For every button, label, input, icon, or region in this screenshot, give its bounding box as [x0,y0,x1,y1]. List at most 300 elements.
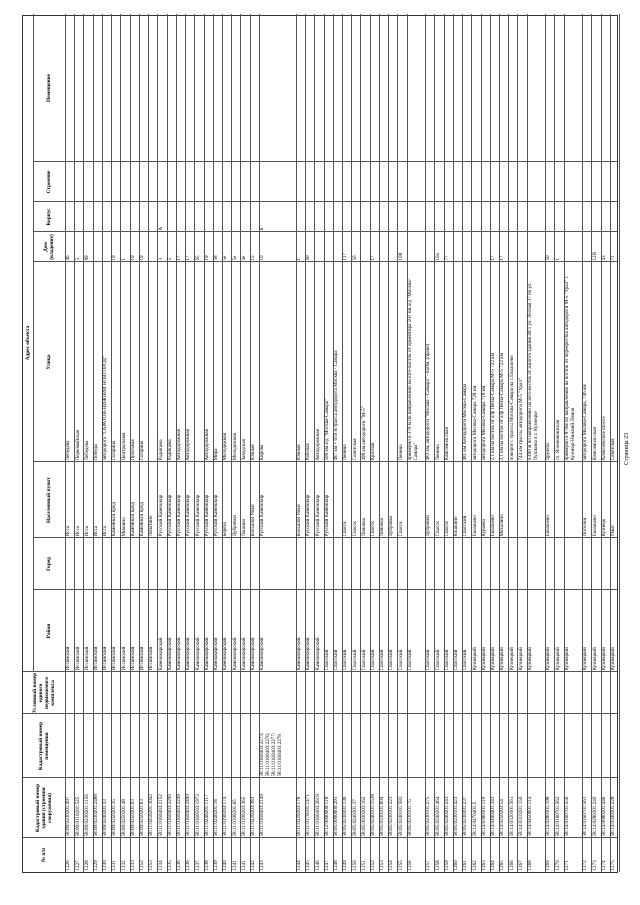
cell-row-number: 1233 [129,860,136,871]
cell-street: Автодорожная [203,429,210,461]
cell-house-number [564,234,582,261]
cell-locality: Липовка [379,517,386,537]
cell-cadastre-number: 58:11:0250201:3042 [148,794,155,837]
cell-street: автодорога Москва-Самара 718 км [480,385,487,461]
cell-house-number: 19 [111,255,118,261]
cell-cadastre-number: 58:11:0170501:1471 [305,794,312,837]
cell-street: Первомайская [74,429,81,461]
cell-cadastre-number: 58:14:0380301:110 [480,796,487,837]
cell-room-cadastre [250,716,259,777]
cell-house-number: 50 [545,255,552,261]
cell-room-cadastre [361,716,370,777]
cell-district: Иссинский [93,646,99,671]
cell-cadastre-number: 58:11:0220203:383 [249,796,256,837]
cell-row-number: 1241 [231,860,238,871]
cell-room-cadastre [333,716,342,777]
cell-district: Спасский [333,649,340,671]
cell-house-number: 5 [74,257,81,261]
cell-row-number: 1244 [296,860,303,871]
cell-district: Камешкирский [231,637,238,671]
cell-street: 483 км, автодороги "Москва - Самара" - 650м. (право) [425,343,432,461]
cell-district: Камешкирский [259,637,266,671]
cell-house-number: 5 [166,257,173,261]
cell-district: Кузнецкий [600,647,607,671]
cell-row-number: 1267 [517,860,524,871]
cell-room-cadastre [93,716,102,777]
cell-locality: Большой Умыс [296,503,303,537]
cell-korpus [462,204,471,231]
cell-locality: Исса [102,525,109,537]
cell-district: Спасский [406,649,413,671]
cell-room-cadastre [185,716,194,777]
cell-room-cadastre [305,716,314,777]
cell-cadastre-number: 58:14:0160701:556 [563,796,570,837]
cell-locality: Русский Камешкир [185,494,192,537]
cell-locality: Русский Камешкир [157,494,164,537]
cell-korpus [176,204,185,231]
cell-street: Автодорожная [176,429,183,461]
cell-room-cadastre [204,716,213,777]
cell-street: 2,1 км на восток от а/ф Пенза-Самара М-5 722 км [490,353,497,461]
cell-row-number: 1251 [360,860,367,871]
cell-cadastre-number: 58:05:0000000:291 [333,796,340,837]
cell-house-number [324,234,333,261]
cell-house-number [453,234,462,261]
cell-room-cadastre [370,716,379,777]
cell-room-cadastre [167,716,176,777]
cell-korpus [111,204,120,231]
cell-district: Спасский [462,649,469,671]
cell-cadastre-number: 58:09:0230201:2488 [93,794,99,837]
cell-korpus [518,204,527,231]
cell-korpus [84,204,93,231]
cell-cadastre-number: 58:09:0250201:63 [139,799,146,837]
header-city: Город [46,557,52,571]
cell-locality: Кузнецк [600,518,607,537]
cell-street: Центральная [120,432,127,461]
cell-district: Иссинский [65,646,72,671]
cell-street: Лебедева [83,440,90,461]
cell-row-number: 1275 [610,860,617,871]
cell-row-number: 1259 [443,860,450,871]
header-cadastre: Кадастровый номер здания (строения сооружения) [35,783,53,833]
cell-house-number: 89 [83,255,90,261]
cell-street: Советская [351,438,358,461]
cell-street: Комсомольская [443,427,450,461]
cell-street: Лебедева [65,440,72,461]
cell-korpus [250,204,259,231]
cell-district: Кузнецкий [563,647,570,671]
cell-locality: Каменный Брод [139,502,146,537]
cell-district: Камешкирский [296,637,303,671]
cell-house-number: 10 [259,255,266,261]
cell-district: Камешкирский [314,637,321,671]
cell-cadastre-number: 58:05:0230101:604 [379,796,386,837]
cell-row-number: 1227 [74,860,81,871]
cell-district: Камешкирский [213,637,220,671]
cell-row-number: 1232 [120,860,127,871]
cell-room-cadastre [481,716,490,777]
cell-locality: Лопатино [148,515,155,537]
cell-district: Спасский [351,649,358,671]
cell-house-number [388,234,397,261]
cell-locality: Спасск [342,521,349,537]
cell-row-number: 1228 [83,860,90,871]
cell-room-cadastre [555,716,564,777]
cell-cadastre-number: 58:05:0240201:243 [443,796,450,837]
cell-korpus [324,204,333,231]
cell-district: Спасский [453,649,460,671]
cell-room-cadastre [139,716,148,777]
cell-district: Иссинский [139,646,146,671]
cell-row-number: 1250 [351,860,358,871]
cell-locality: Кошкино [453,516,460,537]
cell-room-cadastre [324,716,333,777]
cell-district: Камешкирский [222,637,229,671]
cell-room-cadastre [601,716,610,777]
cell-korpus [65,204,74,231]
cell-locality: Большой Умыс [249,503,256,537]
cell-street: в 400 м по направлению на юго-восток от жилого здания 40/1 ул. Лесная 37 по ул. Пушкина в г. Кузнецке [526,282,540,461]
cell-row-number: 1247 [323,860,330,871]
cell-row-number: 1258 [434,860,441,871]
cell-row-number: 1261 [462,860,469,871]
cell-street: Дружбы [545,442,552,461]
cell-house-number: 5е [222,255,229,261]
cell-row-number: 1256 [406,860,413,871]
cell-cadastre-number: 58:09:0110201:525 [74,796,81,837]
cell-house-number: 1 [120,257,127,261]
cell-locality: Каменный Брод [111,502,118,537]
cell-street: Комсомольская [591,427,598,461]
cell-district: Кузнецкий [545,647,552,671]
cell-district: Камешкирский [157,637,164,671]
cell-row-number: 1242 [249,860,256,871]
cell-house-number: 15 [249,255,256,261]
cell-street: 2,1 км на восток от а/ф Пенза-Самара М-5 722 км [499,353,506,461]
cell-row-number: 1236 [176,860,183,871]
cell-cadastre-number: 58:14:0490401:343 [490,796,497,837]
cell-house-number: 17 [185,255,192,261]
cell-street: Проезжая [129,439,136,461]
cell-house-number: 1 [554,257,561,261]
cell-district: Кузнецкий [517,647,524,671]
cell-street: Мира [213,448,220,461]
cell-korpus: А [157,226,164,231]
cell-district: Спасский [434,649,441,671]
cell-street: автодорога Москва-Самара, 746 км [582,384,589,461]
cell-street: Победы [93,443,99,461]
cell-locality: Евлашево [490,515,497,537]
cell-street: Рабочая [305,443,312,461]
cell-street: Автодорожная [314,429,321,461]
cell-cadastre-number: 58:11:0160403:2200 [166,794,173,837]
cell-street [379,264,388,461]
cell-room-cadastre [158,716,167,777]
cell-room-cadastre [342,716,351,777]
cell-room-cadastre [75,716,84,777]
cell-korpus [213,204,222,231]
cell-cadastre-number: 58:11:0160403:2619 [314,794,321,837]
cell-row-number: 1229 [93,860,99,871]
cell-street [388,264,397,461]
cell-cadastre-number: 58:09:0240201:33 [102,799,109,837]
cell-district: Кузнецкий [490,647,497,671]
cell-row-number: 1266 [508,860,515,871]
cell-room-cadastre [490,716,499,777]
cell-korpus [379,204,388,231]
header-korpus: Корпус [46,208,52,226]
cell-korpus [509,204,518,231]
header-room: Помещение [46,74,52,102]
cell-row-number: 1273 [591,860,598,871]
cell-row-number: 1255 [397,860,404,871]
cell-district: Кузнецкий [526,647,533,671]
cell-row-number: 1252 [370,860,376,871]
cell-korpus [185,204,194,231]
cell-street: Молодежная [222,432,229,461]
cell-street: сл. Ялоненкинская [554,419,561,461]
cell-korpus [435,204,444,231]
cell-row-number: 1257 [425,860,432,871]
cell-locality: Исса [74,525,81,537]
cell-locality: Каменный Брод [129,502,136,537]
page-footer: Страница 23 [624,432,630,465]
cell-cadastre-number: 58:14:0340201:228 [610,796,617,837]
cell-district: Камешкирский [203,637,210,671]
cell-cadastre-number: 58:11:0240201:18 [213,799,220,837]
cell-house-number [462,234,471,261]
cell-row-number: 1274 [600,860,607,871]
cell-locality [518,464,527,537]
cell-row-number: 1248 [333,860,340,871]
cell-korpus [352,204,361,231]
cell-street: Ленина [434,444,441,461]
cell-street: Молодежная [231,432,238,461]
cell-street: Радищева [166,439,173,461]
cell-house-number: 12В [591,252,598,261]
cell-house-number: 3 [157,257,164,261]
cell-street: примерно в 870м по направлению на восток от перекрестка автодороги М-5 "Урал" с Кузнецк-Нижний Ломов [563,276,576,461]
cell-district: Камешкирский [185,637,192,671]
cell-room-cadastre [545,716,554,777]
cell-locality: Поселки [582,517,589,537]
cell-korpus [296,204,305,231]
cell-cadastre-number: 58:14:0470401:5 [471,801,478,837]
cell-locality: Спасск [351,521,358,537]
cell-cadastre-number: 58:05:0240101:583 [397,796,404,837]
cell-cadastre-number: 58:14:0080201:446 [600,796,607,837]
cell-house-number [315,234,324,261]
cell-cadastre-number: 58:09:0250201:03 [129,799,136,837]
cell-cadastre-number: 58:05:0240201:464 [434,796,441,837]
cell-korpus [232,204,241,231]
cell-street: Южная [296,444,303,461]
cell-house-number: 19 [203,255,210,261]
cell-house-number: 1 [296,257,303,261]
cell-street: Автодорожная [185,429,192,461]
cell-korpus [148,204,157,231]
cell-room-cadastre [610,716,619,777]
cell-district: Кузнецкий [471,647,478,671]
cell-row-number: 1262 [471,860,478,871]
cell-district: Кузнецкий [508,647,515,671]
cell-locality: Русский Камешкир [213,494,220,537]
cell-row-number: 1239 [213,860,220,871]
cell-room-cadastre [213,716,222,777]
cell-street: Радищева [157,439,164,461]
cell-district: Кузнецкий [610,647,617,671]
cell-room-cadastre [121,716,130,777]
cell-street: автодорога "САРАТОВ-НИЖНИЙ НОВГОРОД" [102,356,109,461]
cell-locality: Русский Камешкир [323,494,330,537]
cell-cadastre-number: 58:09:0250201:35 [111,799,118,837]
cell-row-number: 1271 [563,860,570,871]
cell-korpus [601,204,610,231]
cell-korpus [139,204,148,231]
cell-district: Иссинский [148,646,155,671]
cell-cadastre-number: 58:11:0160503:1973 [194,794,201,837]
header-stroenie: Строение [46,170,52,194]
cell-district: Спасский [397,649,404,671]
cell-district: Иссинский [102,646,109,671]
cell-district: Иссинский [83,646,90,671]
cell-row-number: 1241 [240,860,247,871]
cell-korpus [453,204,462,231]
cell-house-number: 5б [351,255,358,261]
cell-locality: Лашино [240,518,247,537]
cell-cadastre-number: 58:09:0230201:497 [65,796,72,837]
cell-house-number [102,234,111,261]
cell-district: Спасский [388,649,395,671]
cell-house-number: 17 [490,255,497,261]
cell-house-number: 17 [370,255,376,261]
cell-korpus [195,204,204,231]
cell-district: Иссинский [111,646,118,671]
cell-row-number: 1240 [222,860,229,871]
cell-street: примерно в 370 м по направлению на юго-восток от ориентира 501 км а/д "Москва-Самара" [406,278,420,461]
cell-room-cadastre [388,716,397,777]
cell-room-cadastre [582,716,591,777]
cell-korpus [398,204,407,231]
cell-locality: Русский Камешкир [259,494,266,537]
cell-district: Камешкирский [176,637,183,671]
cell-house-number: 117 [342,253,349,261]
cell-street [195,264,204,461]
cell-row-number: 1230 [102,860,109,871]
cell-korpus [204,204,213,231]
cell-cadastre-number: 58:05:0230101:423 [453,796,460,837]
cell-locality [555,464,564,537]
cell-locality: Махалино [499,514,506,537]
cell-room-cadastre [222,716,231,777]
cell-street: Ленина [342,444,349,461]
cell-locality: Спасск [370,521,376,537]
header-num: № п/п [41,847,47,863]
cell-room-cadastre [148,716,157,777]
cell-locality: Берёзо [222,521,229,537]
header-house: Дом (владение) [43,234,55,260]
cell-room-cadastre [315,716,324,777]
cell-street: Алексеевское шоссе [600,416,607,461]
cell-korpus [315,204,324,231]
cell-cadastre-number: 58:14:0280301:198 [545,796,552,837]
cell-district: Спасский [323,649,330,671]
cell-row-number: 1253 [379,860,386,871]
cell-korpus [499,204,508,231]
cell-cadastre-number: 58:14:0450601:114 [526,796,533,837]
cell-cadastre-number: 58:11:0240201:1117 [203,794,210,837]
cell-district: Спасский [425,649,432,671]
cell-korpus: Б [259,227,266,231]
cell-korpus [481,204,490,231]
cell-cadastre-number: 58:05:0030203:162 [360,796,367,837]
cell-street [148,264,157,461]
header-cad-room: Кадастровый номер помещения [38,721,50,771]
cell-cadastre-number: 58:11:0160403:2249 [176,794,183,837]
cell-locality: Дубровка [388,515,395,537]
cell-locality: Дубровки [425,515,432,537]
header-street: Улица [46,354,52,370]
cell-row-number: 1264 [490,860,497,871]
cell-cadastre-number: 58:11:0190201:65 [231,799,238,837]
cell-room-cadastre [111,716,120,777]
cell-house-number [93,234,102,261]
cell-room-cadastre [195,716,204,777]
cell-room-cadastre [102,716,111,777]
cell-row-number: 1260 [453,860,460,871]
cell-district: Кузнецкий [582,647,589,671]
cell-street: 487 км + 650 м трасса автодорога Москва - Самара [333,350,340,461]
cell-street: Кирова [259,444,266,461]
cell-street [453,264,462,461]
cell-row-number: 1253 [148,860,155,871]
cell-room-cadastre [241,716,250,777]
cell-house-number: 19 [139,255,146,261]
cell-district: Спасский [360,649,367,671]
cell-district: Спасский [379,649,386,671]
cell-district: Камешкирский [166,637,173,671]
cell-street: Заводская [240,439,247,461]
cell-room-cadastre: 58:11:0160403:2273; 58:11:0160403:2276; 58:11:0160403:2277; 58:11:0160403:2278 [259,732,284,777]
cell-locality [333,464,342,537]
cell-locality: Русский Камешкир [305,494,312,537]
header-district: Район [46,623,52,639]
cell-house-number [425,234,434,261]
cell-cadastre-number: 58:09:0230201:1156 [83,794,90,837]
cell-korpus [610,204,619,231]
cell-korpus [490,204,499,231]
cell-korpus [102,204,111,231]
cell-cadastre-number: 58:14:0160701:562 [554,796,561,837]
cell-cadastre-number: 58:05:0240101:1538 [370,794,376,837]
cell-room-cadastre [472,716,481,777]
cell-row-number: 1252 [139,860,146,871]
cell-district: Иссинский [74,646,81,671]
cell-street: Красная [370,442,376,461]
cell-row-number: 1236 [185,860,192,871]
cell-korpus [425,204,434,231]
cell-korpus [545,204,554,231]
cell-cadastre-number: 58:05:0230101:275 [425,796,432,837]
cell-korpus [130,204,139,231]
cell-room-cadastre [435,716,444,777]
cell-room-cadastre [499,716,508,777]
cell-locality: Евлашево [591,515,598,537]
cell-room-cadastre [176,716,185,777]
cell-district: Камешкирский [240,637,247,671]
cell-row-number: 1249 [342,860,349,871]
